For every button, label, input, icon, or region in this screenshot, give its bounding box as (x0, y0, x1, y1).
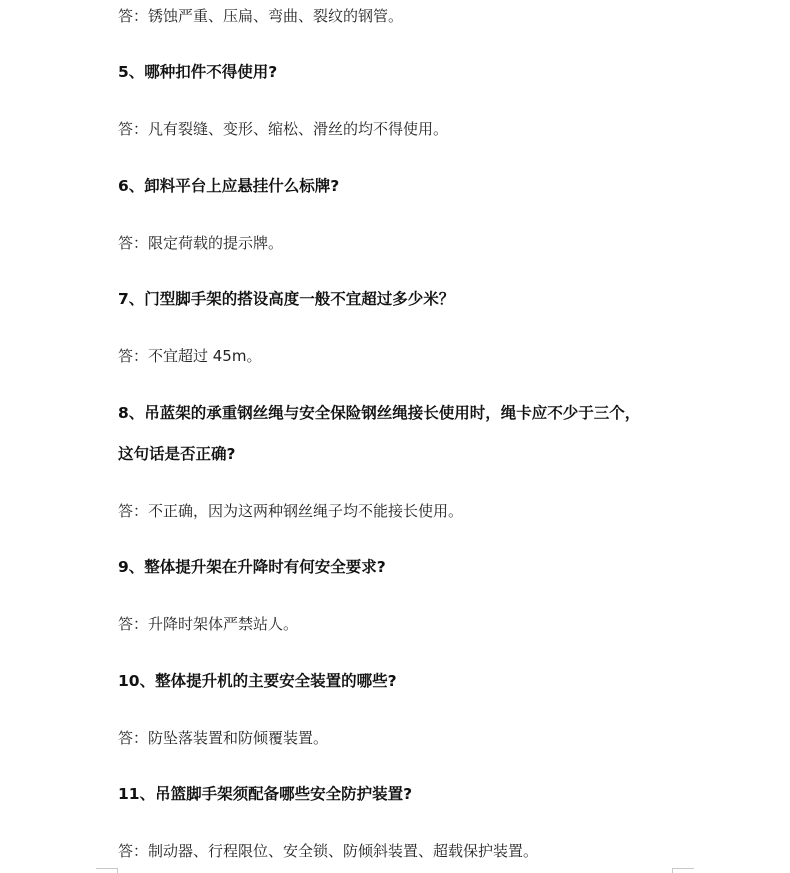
answer-10-text: 答：防坠落装置和防倾覆装置。 (118, 729, 329, 747)
question-8-heading-continued: 这句话是否正确? (118, 445, 236, 463)
question-11-heading: 11、吊篮脚手架须配备哪些安全防护装置? (118, 785, 413, 803)
page-margin-corner-right (672, 868, 694, 873)
question-7-heading: 7、门型脚手架的搭设高度一般不宜超过多少米？ (118, 290, 455, 308)
question-6-heading: 6、卸料平台上应悬挂什么标牌? (118, 177, 340, 195)
question-9-heading: 9、整体提升架在升降时有何安全要求? (118, 558, 386, 576)
question-10-heading: 10、整体提升机的主要安全装置的哪些? (118, 672, 397, 690)
answer-7-text: 答：不宜超过 45m。 (118, 347, 262, 365)
answer-9-text: 答：升降时架体严禁站人。 (118, 615, 299, 633)
answer-4-text: 答：锈蚀严重、压扁、弯曲、裂纹的钢管。 (118, 7, 404, 25)
answer-6-text: 答：限定荷载的提示牌。 (118, 234, 284, 252)
page-margin-corner-left (96, 868, 118, 873)
answer-5-text: 答：凡有裂缝、变形、缩松、滑丝的均不得使用。 (118, 120, 449, 138)
question-8-heading: 8、吊蓝架的承重钢丝绳与安全保险钢丝绳接长使用时，绳卡应不少于三个， (118, 404, 641, 422)
answer-11-text: 答：制动器、行程限位、安全锁、防倾斜装置、超载保护装置。 (118, 842, 539, 860)
question-5-heading: 5、哪种扣件不得使用? (118, 63, 278, 81)
answer-8-text: 答：不正确，因为这两种钢丝绳子均不能接长使用。 (118, 502, 464, 520)
